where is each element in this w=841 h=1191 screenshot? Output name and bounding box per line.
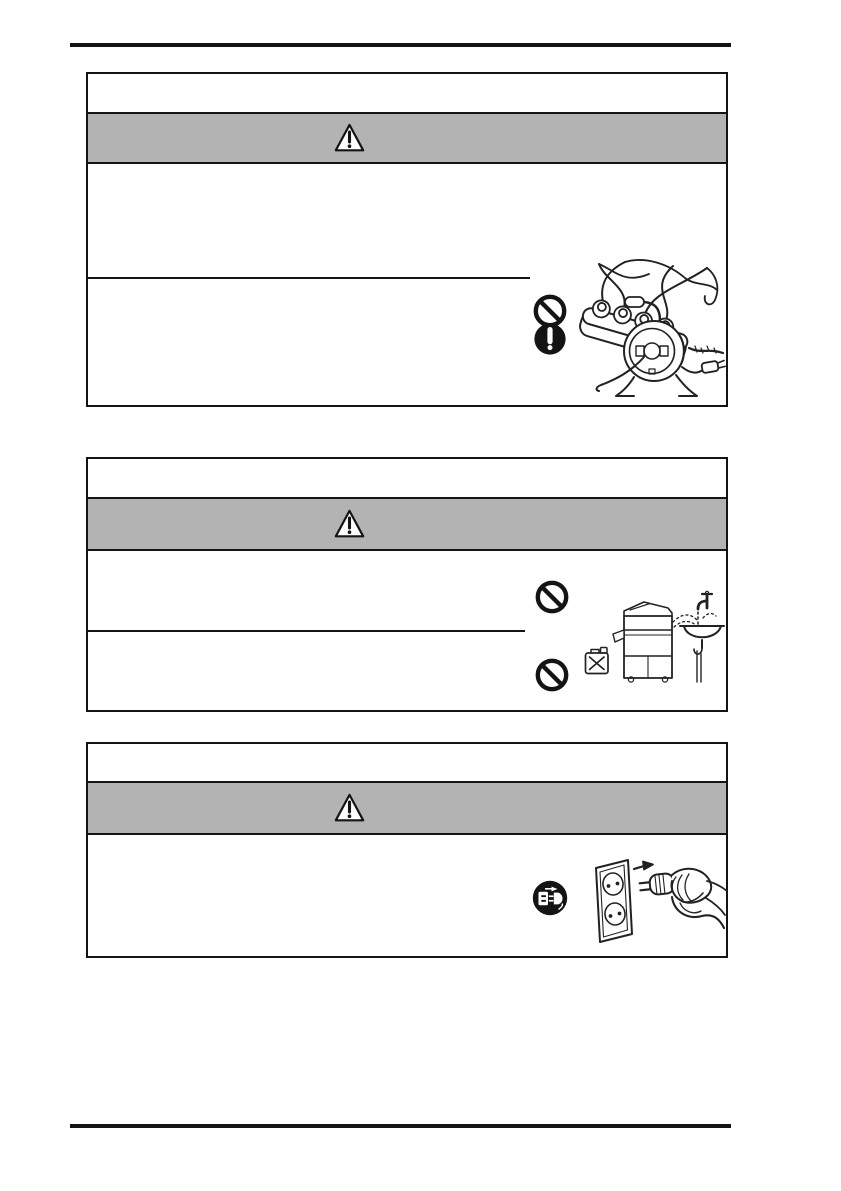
- bottom-rule: [70, 1124, 731, 1128]
- prohibition-icon: [535, 580, 569, 614]
- table3-header-row: [88, 744, 726, 783]
- top-rule: [70, 43, 731, 47]
- prohibition-icon: [535, 658, 569, 692]
- table1-header-row: [88, 74, 726, 114]
- flammable-liquid-can-figure: [584, 646, 610, 676]
- unplug-power-plug-icon: [532, 880, 568, 916]
- warning-table-2: [86, 457, 728, 712]
- table2-header-row: [88, 459, 726, 499]
- table-row: [88, 164, 726, 279]
- table2-warning-band: [88, 499, 726, 551]
- table3-warning-band: [88, 783, 726, 835]
- table1-warning-band: [88, 114, 726, 164]
- cable-reel-figure: [592, 293, 726, 403]
- table-row: [88, 835, 726, 956]
- warning-table-3: [86, 742, 728, 958]
- table-row: [88, 279, 726, 405]
- warning-table-1: [86, 72, 728, 407]
- hand-unplugging-from-outlet-figure: [584, 855, 729, 949]
- copier-near-water-sink-figure: [610, 588, 728, 684]
- warning-triangle-icon: [334, 509, 365, 540]
- mandatory-action-icon: [533, 322, 567, 356]
- warning-triangle-icon: [334, 123, 365, 154]
- warning-triangle-icon: [334, 793, 365, 824]
